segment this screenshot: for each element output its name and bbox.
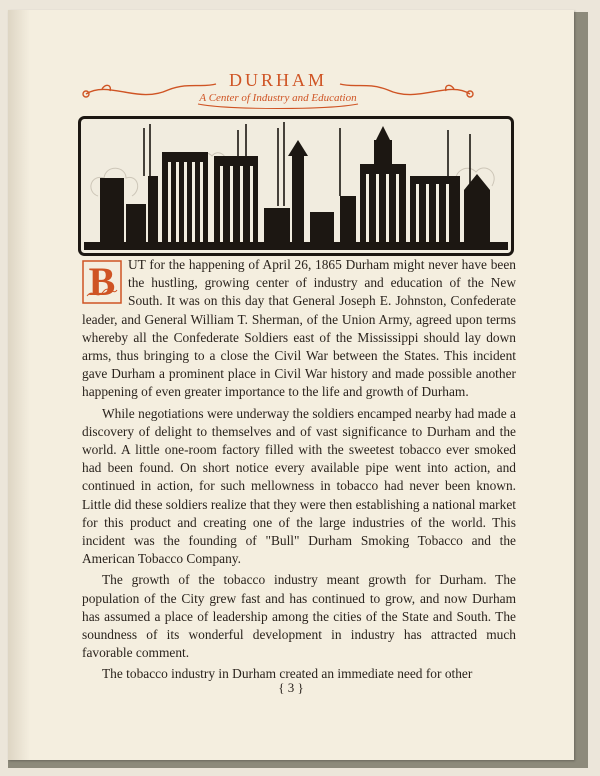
page-number: { 3 } [278,680,304,695]
paragraph-1 [82,256,516,402]
paragraph-3: The growth of the tobacco industry meant growth for Durham. The population of the City grew fast and has continued to grow, and now Durham has assumed a place of leadership among the cities of the State and South. The soundness of its wonderful development in industry has attracted much favorable comment. [82,572,516,661]
gutter-shadow [8,10,30,760]
masthead [78,70,478,120]
drop-cap [82,260,122,304]
masthead-subtitle: A Center of Industry and Education [199,92,357,104]
drop-cap-letter: B [88,259,116,304]
paragraph-2: While negotiations were underway the soldiers encamped nearby had made a discovery of delight to themselves and of vast significance to Durham and the world. A little one-room factory filled with the sweetest tobacco ever smoked had been found. On short notice every available pipe went into action, and continued in action, for such mellowness in tobacco had never been known. Little did these soldiers realize that they were then establishing a national market for this product and creating one of the large industries of the world. This incident was the founding of "Bull" Durham Smoking Tobacco and the American Tobacco Company. [82,405,516,567]
city-skyline-illustration [78,116,514,256]
paragraph-4: The tobacco industry in Durham created an immediate need for other [102,666,473,682]
article-body [82,256,516,687]
page-sheet [8,10,574,760]
paragraph-text: UT for the happening of April 26, 1865 Durham might never have been the hustling, growing center of industry and education of the New South. It was on this day that General Joseph E. Johnston, Confederate leader, and General William T. Sherman, of the Union Army, agreed upon terms whereby all the Confederate Soldiers east of the Mississippi should lay down arms, thus bringing to a close the Civil War between the States. This incident gave Durham a prominent place in Civil War history and made possible another happening of even greater importance to the life and growth of Durham. [82,257,516,400]
masthead-title: DURHAM [228,70,327,90]
